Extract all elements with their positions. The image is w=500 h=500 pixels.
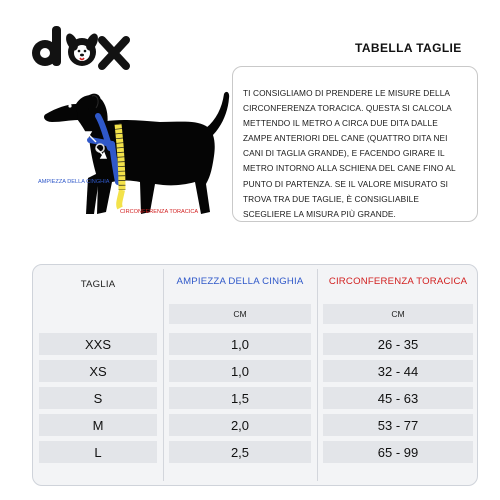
brand-name: dox bbox=[18, 18, 20, 19]
dog-eye bbox=[68, 104, 71, 107]
size-cell: L bbox=[39, 441, 157, 463]
dog-silhouette bbox=[44, 92, 229, 214]
measurement-instructions: TI CONSIGLIAMO DI PRENDERE LE MISURE DELLA CIRCONFERENZA TORACICA. QUESTA SI CALCOLA METTENDO IL METRO A CIRCA DUE DITA DALLE ZAMPE ANTERIORI DEL CANE (QUATTRO DITA NEI CANI DI TAGLIA GRANDE), E FACENDO GIRARE IL METRO INTORNO ALLA SCHIENA DEL CANE FINO AL PUNTO DI PARTENZA. SE IL VALORE MISURATO SI TROVA TRA DUE TAGLIE, È CONSIGLIABILE SCEGLIERE LA MISURA PIÙ GRANDE. bbox=[232, 66, 478, 222]
size-cell: S bbox=[39, 387, 157, 409]
strap-width-cell: 1,5 bbox=[169, 387, 311, 409]
strap-width-cell: 2,0 bbox=[169, 414, 311, 436]
size-chart-table bbox=[32, 264, 478, 486]
chest-cell: 53 - 77 bbox=[323, 414, 473, 436]
header-size: TAGLIA bbox=[80, 279, 116, 290]
strap-width-cell: 1,0 bbox=[169, 333, 311, 355]
column-divider bbox=[317, 269, 318, 481]
size-cell: XS bbox=[39, 360, 157, 382]
strap-width-label: AMPIEZZA DELLA CINGHIA bbox=[38, 179, 110, 185]
column-divider bbox=[163, 269, 164, 481]
size-cell: XXS bbox=[39, 333, 157, 355]
unit-strap-width: CM bbox=[169, 304, 311, 324]
size-cell: M bbox=[39, 414, 157, 436]
header-strap-width: AMPIEZZA DELLA CINGHIA bbox=[176, 276, 304, 287]
page-title: TABELLA TAGLIE bbox=[355, 41, 462, 55]
measuring-tape bbox=[118, 124, 122, 208]
chest-cell: 26 - 35 bbox=[323, 333, 473, 355]
chest-cell: 65 - 99 bbox=[323, 441, 473, 463]
header-chest: CIRCONFERENZA TORACICA bbox=[328, 276, 468, 287]
dog-face-icon bbox=[64, 32, 101, 66]
strap-width-cell: 2,5 bbox=[169, 441, 311, 463]
chest-cell: 45 - 63 bbox=[323, 387, 473, 409]
dog-harness-illustration bbox=[30, 82, 240, 227]
strap-width-cell: 1,0 bbox=[169, 360, 311, 382]
chest-cell: 32 - 44 bbox=[323, 360, 473, 382]
unit-chest: CM bbox=[323, 304, 473, 324]
brand-logo bbox=[18, 18, 138, 78]
chest-circumference-label: CIRCONFERENZA TORACICA bbox=[120, 209, 199, 215]
